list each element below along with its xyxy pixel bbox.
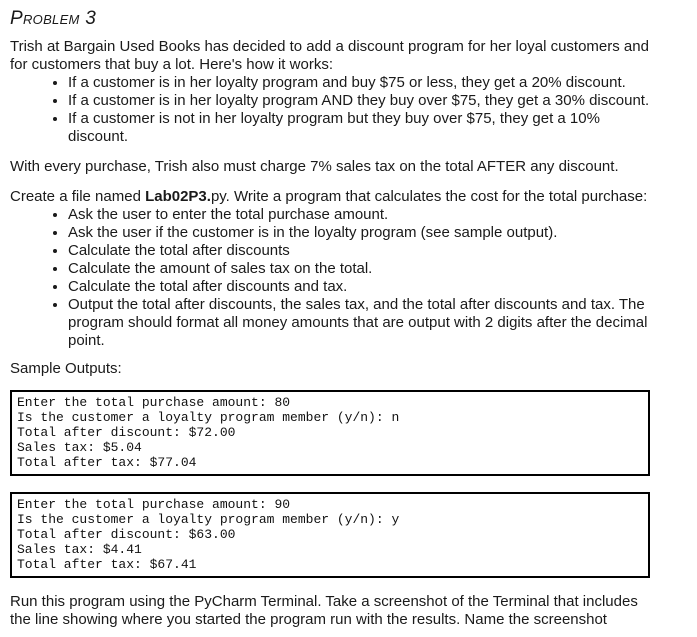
terminal-line: Sales tax: $4.41 — [17, 542, 142, 557]
sample-outputs-label: Sample Outputs: — [10, 360, 122, 377]
list-item: • Calculate the total after discounts — [68, 242, 662, 260]
create-file-prefix: Create a file named — [10, 188, 146, 205]
terminal-line: Total after tax: $67.41 — [17, 557, 197, 572]
terminal-line: Total after tax: $77.04 — [17, 455, 197, 470]
terminal-line: Total after discount: $63.00 — [17, 527, 236, 542]
discount-rules-list — [10, 74, 662, 146]
terminal-output-box-1 — [10, 390, 650, 476]
terminal-line: Enter the total purchase amount: 80 — [17, 395, 291, 410]
list-item: • Ask the user to enter the total purchase amount. — [68, 206, 662, 224]
page-title: Problem 3 — [10, 8, 97, 29]
list-item: • Calculate the total after discounts and tax. — [68, 278, 662, 296]
list-item: • Output the total after discounts, the sales tax, and the total after discounts and tax. The program should format all money amounts that are output with 2 digits after the decimal point. — [68, 296, 662, 350]
create-file-suffix: py. Write a program that calculates the cost for the total purchase: — [210, 188, 648, 205]
terminal-line: Enter the total purchase amount: 90 — [17, 497, 291, 512]
list-item: • Calculate the amount of sales tax on the total. — [68, 260, 662, 278]
terminal-line: Sales tax: $5.04 — [17, 440, 142, 455]
list-item: • If a customer is in her loyalty program and buy $75 or less, they get a 20% discount. — [68, 74, 662, 92]
terminal-line: Is the customer a loyalty program member (y/n): y — [17, 512, 400, 527]
create-file-paragraph — [10, 188, 662, 206]
terminal-output-box-2 — [10, 492, 650, 578]
tasks-list — [10, 206, 662, 350]
closing-paragraph: Run this program using the PyCharm Terminal. Take a screenshot of the Terminal that includes the line showing where you started the program run with the results. Name the screenshot — [10, 593, 638, 628]
list-item: • If a customer is in her loyalty program AND they buy over $75, they get a 30% discount. — [68, 92, 662, 110]
intro-paragraph: Trish at Bargain Used Books has decided to add a discount program for her loyal customers and for customers that buy a lot. Here's how it works: — [10, 38, 649, 73]
document-content — [10, 8, 662, 629]
terminal-line: Is the customer a loyalty program member (y/n): n — [17, 410, 400, 425]
tax-note-paragraph: With every purchase, Trish also must charge 7% sales tax on the total AFTER any discount. — [10, 158, 619, 175]
filename-text: Lab02P3. — [145, 188, 211, 205]
terminal-line: Total after discount: $72.00 — [17, 425, 236, 440]
list-item: • If a customer is not in her loyalty program but they buy over $75, they get a 10% discount. — [68, 110, 662, 146]
list-item: • Ask the user if the customer is in the loyalty program (see sample output). — [68, 224, 662, 242]
